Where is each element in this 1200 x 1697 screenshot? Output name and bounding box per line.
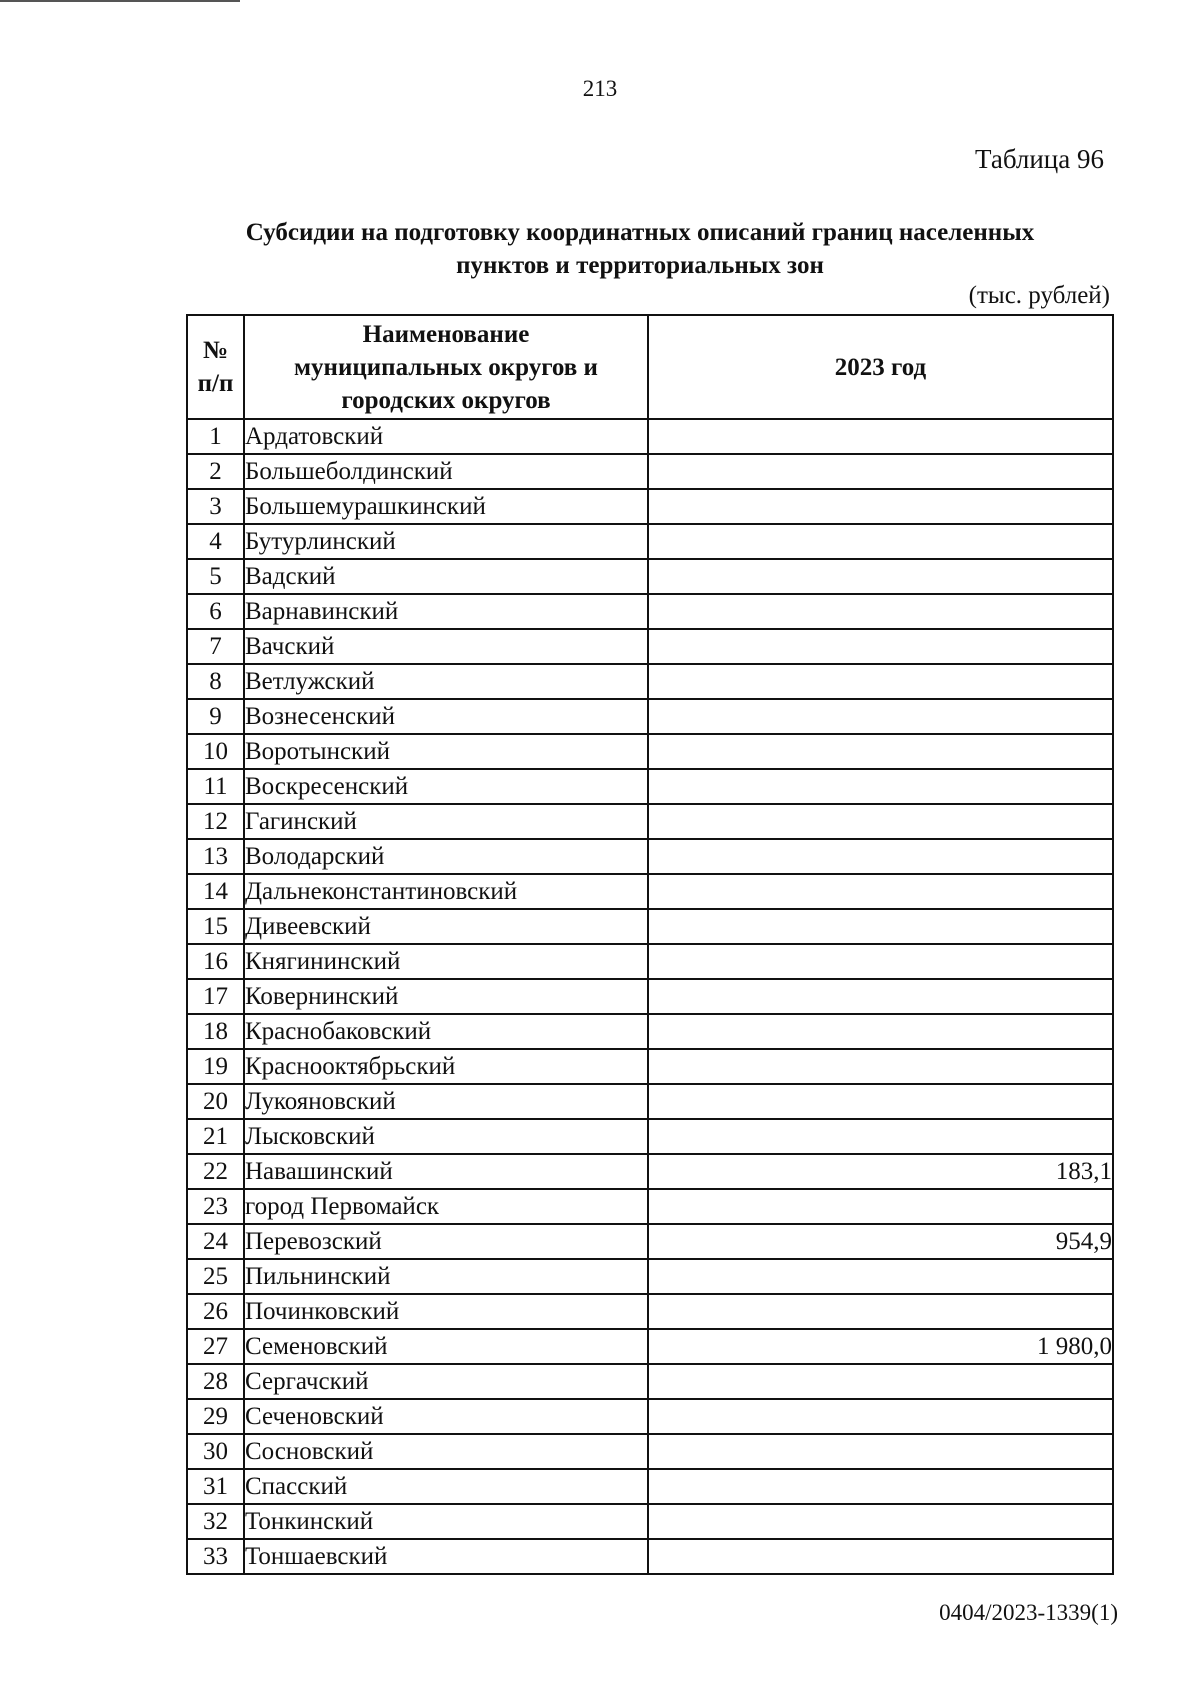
row-municipality-name: Краснобаковский	[244, 1014, 648, 1049]
row-value-2023	[648, 1189, 1113, 1224]
row-municipality-name: Ардатовский	[244, 419, 648, 454]
row-value-2023	[648, 1259, 1113, 1294]
row-value-2023	[648, 1294, 1113, 1329]
table-row	[187, 594, 1113, 629]
row-municipality-name: Большемурашкинский	[244, 489, 648, 524]
row-value-2023	[648, 1364, 1113, 1399]
row-number: 25	[187, 1259, 244, 1294]
row-number: 1	[187, 419, 244, 454]
table-row	[187, 769, 1113, 804]
table-row	[187, 1014, 1113, 1049]
row-value-2023	[648, 839, 1113, 874]
row-value-2023	[648, 734, 1113, 769]
table-row	[187, 804, 1113, 839]
row-value-2023	[648, 944, 1113, 979]
document-title	[160, 216, 1120, 282]
header-name-line-1: Наименование	[362, 320, 530, 348]
row-value-2023	[648, 1504, 1113, 1539]
header-name	[244, 315, 648, 419]
table-row	[187, 1294, 1113, 1329]
row-number: 22	[187, 1154, 244, 1189]
table-label: Таблица 96	[975, 144, 1104, 174]
row-municipality-name: Пильнинский	[244, 1259, 648, 1294]
row-value-2023: 183,1	[648, 1154, 1113, 1189]
scan-edge-line	[0, 0, 240, 2]
table-row	[187, 1189, 1113, 1224]
units-label: (тыс. рублей)	[968, 282, 1110, 309]
table-row	[187, 1399, 1113, 1434]
table-row	[187, 1329, 1113, 1364]
row-municipality-name: Вадский	[244, 559, 648, 594]
row-number: 15	[187, 909, 244, 944]
row-municipality-name: Гагинский	[244, 804, 648, 839]
row-number: 2	[187, 454, 244, 489]
row-number: 31	[187, 1469, 244, 1504]
row-municipality-name: Сеченовский	[244, 1399, 648, 1434]
table-row	[187, 629, 1113, 664]
row-municipality-name: Володарский	[244, 839, 648, 874]
row-municipality-name: Семеновский	[244, 1329, 648, 1364]
row-municipality-name: Дальнеконстантиновский	[244, 874, 648, 909]
table-row	[187, 1434, 1113, 1469]
row-value-2023	[648, 909, 1113, 944]
row-number: 14	[187, 874, 244, 909]
row-municipality-name: Навашинский	[244, 1154, 648, 1189]
row-municipality-name: Вачский	[244, 629, 648, 664]
row-value-2023	[648, 629, 1113, 664]
row-number: 33	[187, 1539, 244, 1574]
row-value-2023	[648, 1469, 1113, 1504]
row-number: 17	[187, 979, 244, 1014]
table-row	[187, 1539, 1113, 1574]
table-row	[187, 489, 1113, 524]
row-municipality-name: Лысковский	[244, 1119, 648, 1154]
table-row	[187, 734, 1113, 769]
table-row	[187, 874, 1113, 909]
row-number: 11	[187, 769, 244, 804]
row-number: 19	[187, 1049, 244, 1084]
row-municipality-name: Краснооктябрьский	[244, 1049, 648, 1084]
table-row	[187, 839, 1113, 874]
table-row	[187, 1504, 1113, 1539]
table-row	[187, 944, 1113, 979]
row-value-2023: 954,9	[648, 1224, 1113, 1259]
header-number	[187, 315, 244, 419]
row-number: 10	[187, 734, 244, 769]
row-municipality-name: Варнавинский	[244, 594, 648, 629]
row-municipality-name: Воротынский	[244, 734, 648, 769]
row-number: 32	[187, 1504, 244, 1539]
row-municipality-name: Вознесенский	[244, 699, 648, 734]
table-row	[187, 979, 1113, 1014]
row-number: 12	[187, 804, 244, 839]
title-line-2: пунктов и территориальных зон	[456, 252, 824, 279]
row-municipality-name: Сосновский	[244, 1434, 648, 1469]
row-municipality-name: Большеболдинский	[244, 454, 648, 489]
row-municipality-name: город Первомайск	[244, 1189, 648, 1224]
row-number: 26	[187, 1294, 244, 1329]
row-value-2023: 1 980,0	[648, 1329, 1113, 1364]
header-year: 2023 год	[648, 315, 1113, 419]
row-number: 20	[187, 1084, 244, 1119]
row-value-2023	[648, 1084, 1113, 1119]
row-number: 9	[187, 699, 244, 734]
table-row	[187, 1154, 1113, 1189]
row-number: 4	[187, 524, 244, 559]
row-value-2023	[648, 419, 1113, 454]
table-row	[187, 1084, 1113, 1119]
row-number: 23	[187, 1189, 244, 1224]
row-value-2023	[648, 664, 1113, 699]
row-number: 7	[187, 629, 244, 664]
row-number: 3	[187, 489, 244, 524]
table-row	[187, 699, 1113, 734]
page-number: 213	[582, 76, 618, 101]
header-number-line-1: №	[202, 337, 229, 364]
subsidies-table	[186, 314, 1114, 1575]
row-number: 24	[187, 1224, 244, 1259]
row-value-2023	[648, 1014, 1113, 1049]
table-row	[187, 1119, 1113, 1154]
document-code: 0404/2023-1339(1)	[939, 1600, 1118, 1625]
table-row	[187, 664, 1113, 699]
table-row	[187, 1224, 1113, 1259]
row-municipality-name: Перевозский	[244, 1224, 648, 1259]
row-value-2023	[648, 1434, 1113, 1469]
table-header-row	[187, 315, 1113, 419]
row-value-2023	[648, 1119, 1113, 1154]
row-number: 13	[187, 839, 244, 874]
row-municipality-name: Воскресенский	[244, 769, 648, 804]
table-row	[187, 1364, 1113, 1399]
row-number: 30	[187, 1434, 244, 1469]
row-number: 16	[187, 944, 244, 979]
header-name-line-3: городских округов	[341, 386, 551, 414]
row-value-2023	[648, 1539, 1113, 1574]
row-municipality-name: Ветлужский	[244, 664, 648, 699]
header-number-line-2: п/п	[197, 370, 234, 397]
table-row	[187, 1469, 1113, 1504]
row-number: 5	[187, 559, 244, 594]
table-row	[187, 1259, 1113, 1294]
row-value-2023	[648, 804, 1113, 839]
row-value-2023	[648, 1049, 1113, 1084]
row-value-2023	[648, 489, 1113, 524]
row-municipality-name: Тонкинский	[244, 1504, 648, 1539]
row-value-2023	[648, 769, 1113, 804]
table-row	[187, 1049, 1113, 1084]
row-value-2023	[648, 699, 1113, 734]
row-value-2023	[648, 454, 1113, 489]
row-number: 29	[187, 1399, 244, 1434]
row-municipality-name: Княгининский	[244, 944, 648, 979]
table-row	[187, 419, 1113, 454]
title-line-1: Субсидии на подготовку координатных описаний границ населенных	[245, 219, 1035, 246]
row-number: 27	[187, 1329, 244, 1364]
row-municipality-name: Ковернинский	[244, 979, 648, 1014]
row-number: 6	[187, 594, 244, 629]
row-municipality-name: Спасский	[244, 1469, 648, 1504]
table-body	[187, 419, 1113, 1574]
table-row	[187, 909, 1113, 944]
table-row	[187, 524, 1113, 559]
row-number: 28	[187, 1364, 244, 1399]
row-value-2023	[648, 594, 1113, 629]
row-number: 21	[187, 1119, 244, 1154]
table-row	[187, 454, 1113, 489]
row-value-2023	[648, 559, 1113, 594]
row-municipality-name: Тоншаевский	[244, 1539, 648, 1574]
header-name-line-2: муниципальных округов и	[294, 353, 598, 381]
row-municipality-name: Лукояновский	[244, 1084, 648, 1119]
row-value-2023	[648, 979, 1113, 1014]
row-municipality-name: Починковский	[244, 1294, 648, 1329]
row-number: 18	[187, 1014, 244, 1049]
row-value-2023	[648, 874, 1113, 909]
row-number: 8	[187, 664, 244, 699]
row-municipality-name: Сергачский	[244, 1364, 648, 1399]
row-municipality-name: Дивеевский	[244, 909, 648, 944]
table-row	[187, 559, 1113, 594]
row-municipality-name: Бутурлинский	[244, 524, 648, 559]
row-value-2023	[648, 1399, 1113, 1434]
row-value-2023	[648, 524, 1113, 559]
